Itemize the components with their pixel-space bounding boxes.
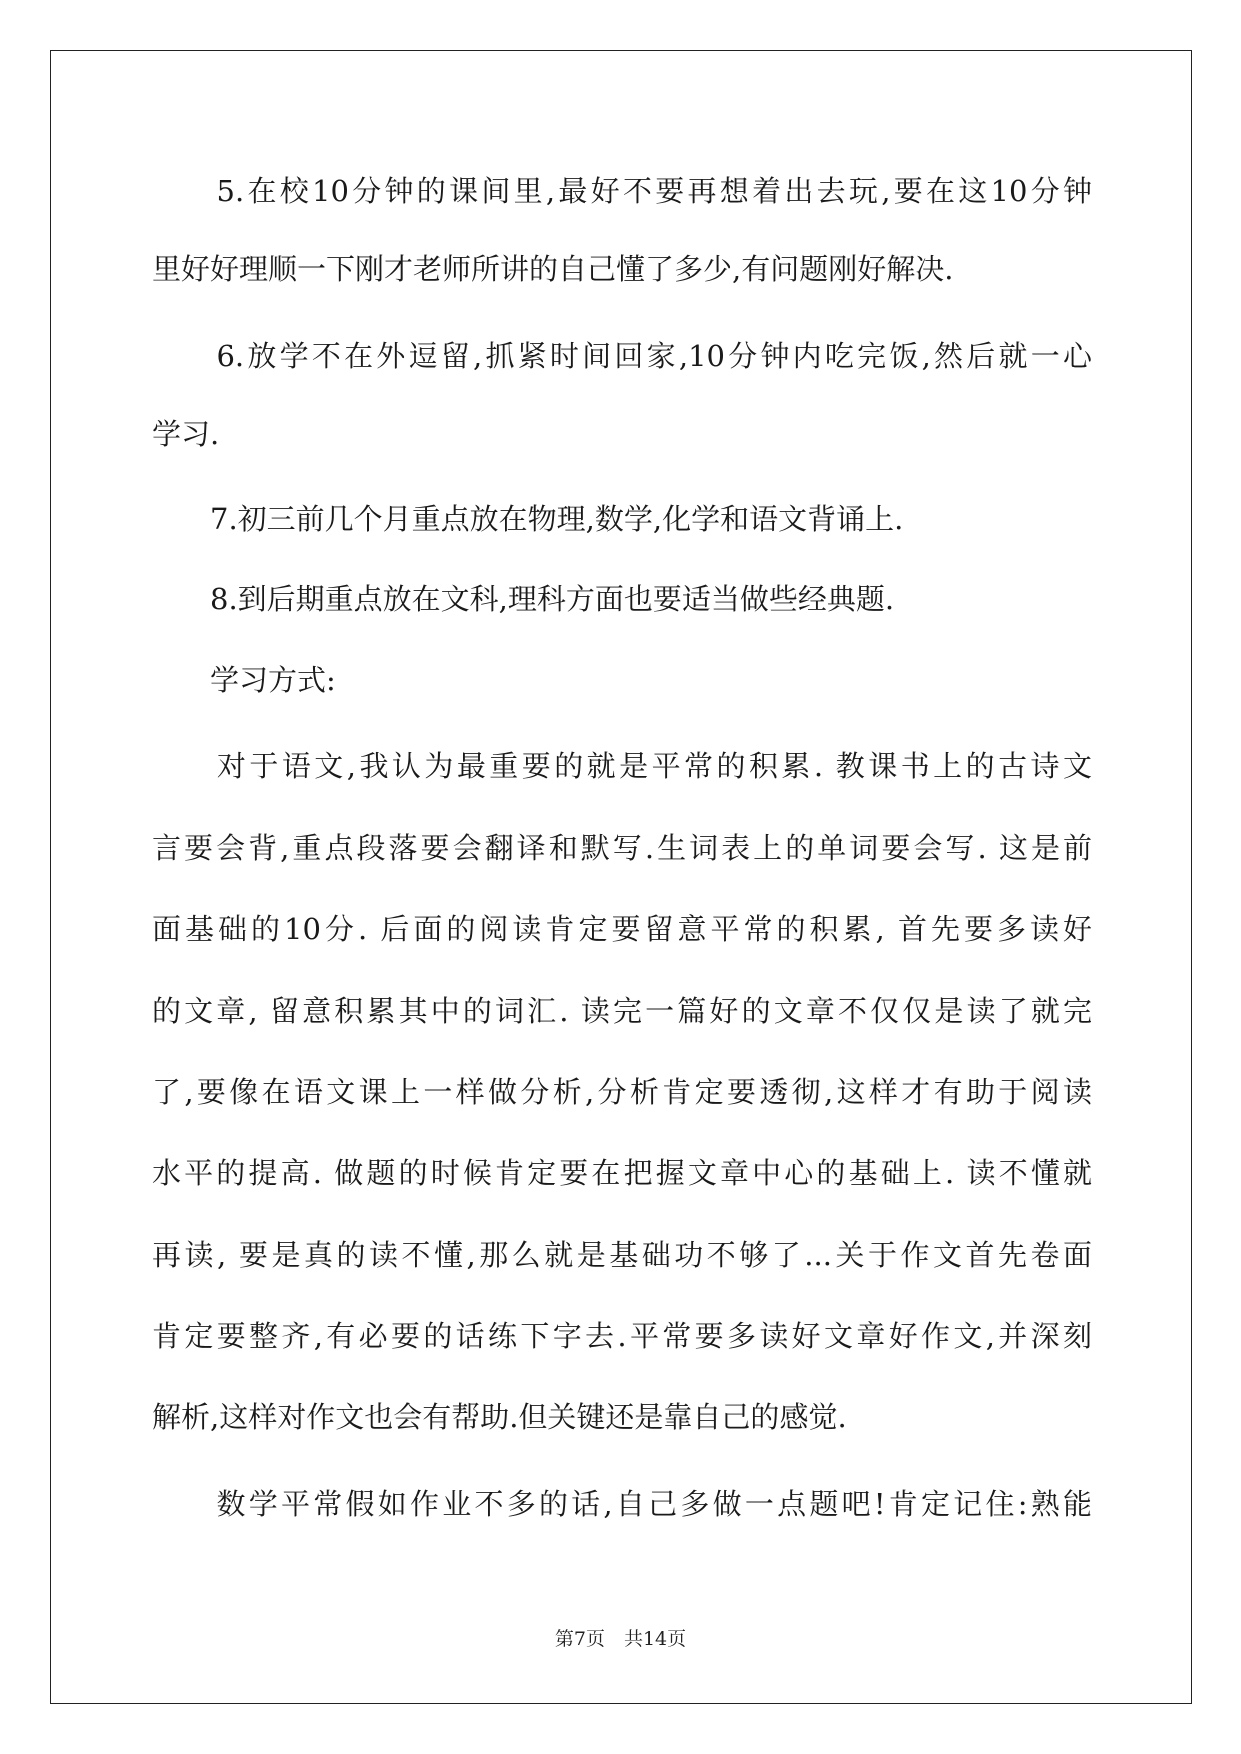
text-line: 8.到后期重点放在文科,理科方面也要适当做些经典题. [152,582,895,616]
text-line: 再读, 要是真的读不懂,那么就是基础功不够了...关于作文首先卷面 [152,1238,1092,1272]
text-line: 的文章, 留意积累其中的词汇. 读完一篇好的文章不仅仅是读了就完 [152,994,1092,1028]
text-line: 7.初三前几个月重点放在物理,数学,化学和语文背诵上. [152,502,904,536]
text-line: 肯定要整齐,有必要的话练下字去.平常要多读好文章好作文,并深刻 [152,1319,1092,1353]
page-footer: 第7页 共14页 [554,1628,687,1650]
text-line: 面基础的10分. 后面的阅读肯定要留意平常的积累, 首先要多读好 [152,912,1092,946]
text-line: 5.在校10分钟的课间里,最好不要再想着出去玩,要在这10分钟 [152,174,1092,208]
text-line: 里好好理顺一下刚才老师所讲的自己懂了多少,有问题刚好解决. [152,252,954,286]
page-border [50,50,1192,1704]
text-line: 水平的提高. 做题的时候肯定要在把握文章中心的基础上. 读不懂就 [152,1156,1092,1190]
text-line: 数学平常假如作业不多的话,自己多做一点题吧!肯定记住:熟能 [152,1487,1092,1521]
text-line: 解析,这样对作文也会有帮助.但关键还是靠自己的感觉. [152,1400,847,1434]
text-line: 学习. [152,417,220,451]
text-line: 言要会背,重点段落要会翻译和默写.生词表上的单词要会写. 这是前 [152,831,1092,865]
text-line: 了,要像在语文课上一样做分析,分析肯定要透彻,这样才有助于阅读 [152,1075,1092,1109]
section-heading: 学习方式: [152,663,336,697]
text-line: 对于语文,我认为最重要的就是平常的积累. 教课书上的古诗文 [152,749,1092,783]
text-line: 6.放学不在外逗留,抓紧时间回家,10分钟内吃完饭,然后就一心 [152,339,1092,373]
